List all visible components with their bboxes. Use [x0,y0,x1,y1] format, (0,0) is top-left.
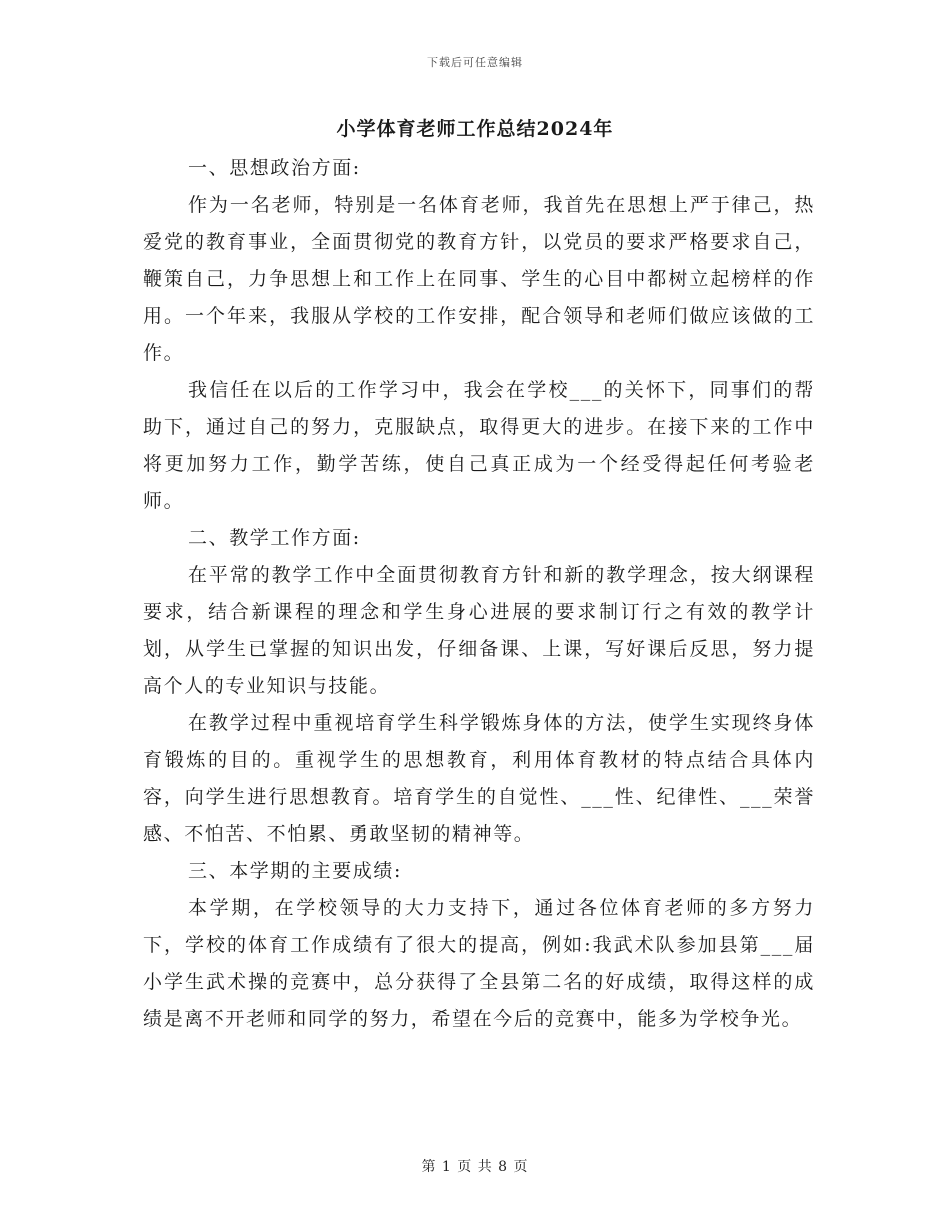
section-heading-ideology: 一、思想政治方面: [188,157,361,179]
page-header-note: 下载后可任意编辑 [427,56,523,69]
document-body [143,150,815,1038]
paragraph: 作为一名老师，特别是一名体育老师，我首先在思想上严于律己，热爱党的教育事业，全面贯彻党的教育方针，以党员的要求严格要求自己，鞭策自己，力争思想上和工作上在同事、学生的心目中都树立起榜样的作用。一个年来，我服从学校的工作安排，配合领导和老师们做应该做的工作。 [143,194,815,364]
paragraph: 我信任在以后的工作学习中，我会在学校___的关怀下，同事们的帮助下，通过自己的努力，克服缺点，取得更大的进步。在接下来的工作中将更加努力工作，勤学苦练，使自己真正成为一个经受得起任何考验老师。 [143,379,815,512]
paragraph: 在教学过程中重视培育学生科学锻炼身体的方法，使学生实现终身体育锻炼的目的。重视学生的思想教育，利用体育教材的特点结合具体内容，向学生进行思想教育。培育学生的自觉性、___性、纪律性、___荣誉感、不怕苦、不怕累、勇敢坚韧的精神等。 [143,712,815,845]
paragraph: 在平常的教学工作中全面贯彻教育方针和新的教学理念，按大纲课程要求，结合新课程的理念和学生身心进展的要求制订行之有效的教学计划，从学生已掌握的知识出发，仔细备课、上课，写好课后反思，努力提高个人的专业知识与技能。 [143,564,815,697]
paragraph: 本学期，在学校领导的大力支持下，通过各位体育老师的多方努力下，学校的体育工作成绩有了很大的提高，例如:我武术队参加县第___届小学生武术操的竞赛中，总分获得了全县第二名的好成绩，取得这样的成绩是离不开老师和同学的努力，希望在今后的竞赛中，能多为学校争光。 [143,897,815,1030]
document-title: 小学体育老师工作总结2024年 [336,118,614,140]
section-heading-achievements: 三、本学期的主要成绩: [188,860,403,882]
section-heading-teaching: 二、教学工作方面: [188,527,361,549]
page-number: 第 1 页 共 8 页 [421,1159,529,1175]
